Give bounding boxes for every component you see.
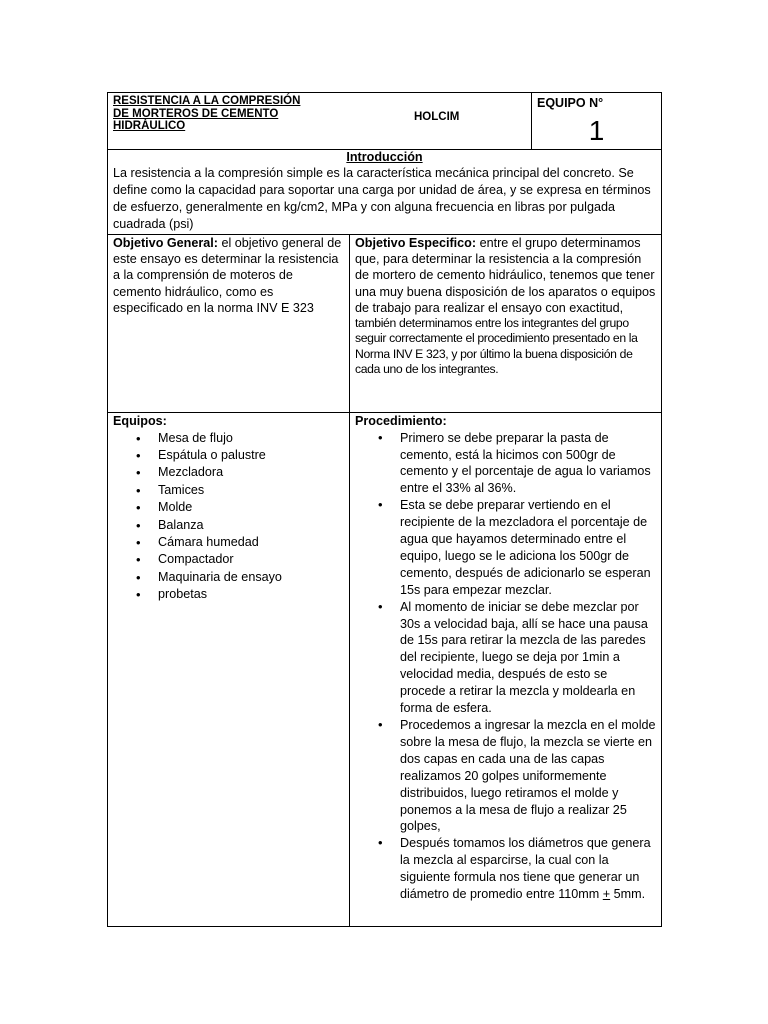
header-row: [108, 93, 662, 150]
equipment-procedure-row: [108, 413, 662, 927]
list-item: • Procedemos a ingresar la mezcla en el molde sobre la mesa de flujo, la mezcla se vierte en dos capas en cada una de las capas realizamos 20 golpes uniformemente distribuidos, luego retiramos el molde y ponemos a la mesa de flujo a realizar 25 golpes,: [400, 717, 656, 835]
title-line-3: HIDRÁULICO: [113, 120, 186, 132]
intro-cell: [108, 150, 662, 235]
report-sheet: [107, 92, 661, 927]
list-item: • probetas: [158, 586, 344, 603]
title-line-1: RESISTENCIA A LA COMPRESIÓN: [113, 95, 301, 107]
list-item: • Espátula o palustre: [158, 447, 344, 464]
list-item: • Compactador: [158, 551, 344, 568]
list-item: • Tamices: [158, 482, 344, 499]
objective-specific-text: entre el grupo determinamos que, para determinar la resistencia a la compresión de mortero de cemento hidráulico, tenemos que tener una muy buena disposición de los aparatos o equipos de trabajo para realizar el ensayo con exactitud,: [355, 236, 656, 315]
procedure-last-prefix: Después tomamos los diámetros que genera la mezcla al esparcirse, la cual con la siguiente formula nos tiene que generar un diámetro de promedio entre 110mm: [400, 836, 651, 902]
company-name: HOLCIM: [414, 111, 460, 123]
title-cell: [108, 93, 532, 150]
procedure-last-suffix: 5mm.: [610, 887, 646, 902]
objective-general-label: Objetivo General:: [113, 236, 218, 250]
report-title: [113, 93, 353, 133]
team-label: EQUIPO N°: [537, 96, 604, 110]
procedure-cell: [350, 413, 662, 927]
team-number: 1: [588, 114, 605, 146]
list-item: • Cámara humedad: [158, 534, 344, 551]
list-item: • Esta se debe preparar vertiendo en el recipiente de la mezcladora el porcentaje de agua que hayamos determinado entre el equipo, luego se le adiciona los 500gr de cemento, después de adicionarlo se esperan 15s para empezar mezclar.: [400, 497, 656, 598]
objective-specific-narrow-text: también determinamos entre los integrantes del grupo seguir correctamente el procedimiento presentado en la Norma INV E 323, y por último la buena disposición de cada uno de los integrantes.: [355, 316, 638, 376]
list-item: • Balanza: [158, 517, 344, 534]
intro-heading: Introducción: [346, 150, 423, 164]
list-item: • Maquinaria de ensayo: [158, 569, 344, 586]
intro-text: La resistencia a la compresión simple es la característica mecánica principal del concreto. Se define como la capacidad para soportar una carga por unidad de área, y se expresa en términos de esfuerzo, generalmente en kg/cm2, MPa y con alguna frecuencia en libras por pulgada cuadrada (psi): [113, 166, 651, 231]
procedure-label: Procedimiento:: [355, 414, 447, 428]
objective-general-cell: [108, 235, 350, 413]
objective-specific-label: Objetivo Especifico:: [355, 236, 477, 250]
list-item: • Al momento de iniciar se debe mezclar por 30s a velocidad baja, allí se hace una pausa de 15s para retirar la mezcla de las paredes del recipiente, luego se deja por 1min a velocidad media, después de esto se procede a retirar la mezcla y moldearla en forma de esfera.: [400, 599, 656, 717]
equipment-list: [113, 430, 344, 604]
intro-row: [108, 150, 662, 235]
objective-specific-cell: [350, 235, 662, 413]
equipment-cell: [108, 413, 350, 927]
list-item: [400, 835, 656, 903]
plus-minus-sign: +: [602, 887, 611, 902]
procedure-list: [355, 430, 656, 903]
list-item: • Mezcladora: [158, 464, 344, 481]
report-table: [107, 92, 662, 927]
team-cell: [532, 93, 662, 150]
list-item: • Mesa de flujo: [158, 430, 344, 447]
objective-general-text: el objetivo general de este ensayo es determinar la resistencia a la comprensión de moteros de cemento hidráulico, como es especificado en la norma INV E 323: [113, 236, 342, 315]
title-line-2: DE MORTEROS DE CEMENTO: [113, 107, 279, 120]
list-item: • Primero se debe preparar la pasta de cemento, está la hicimos con 500gr de cemento y el porcentaje de agua lo variamos entre el 33% al 36%.: [400, 430, 656, 498]
objectives-row: [108, 235, 662, 413]
equipment-label: Equipos:: [113, 414, 167, 428]
list-item: • Molde: [158, 499, 344, 516]
